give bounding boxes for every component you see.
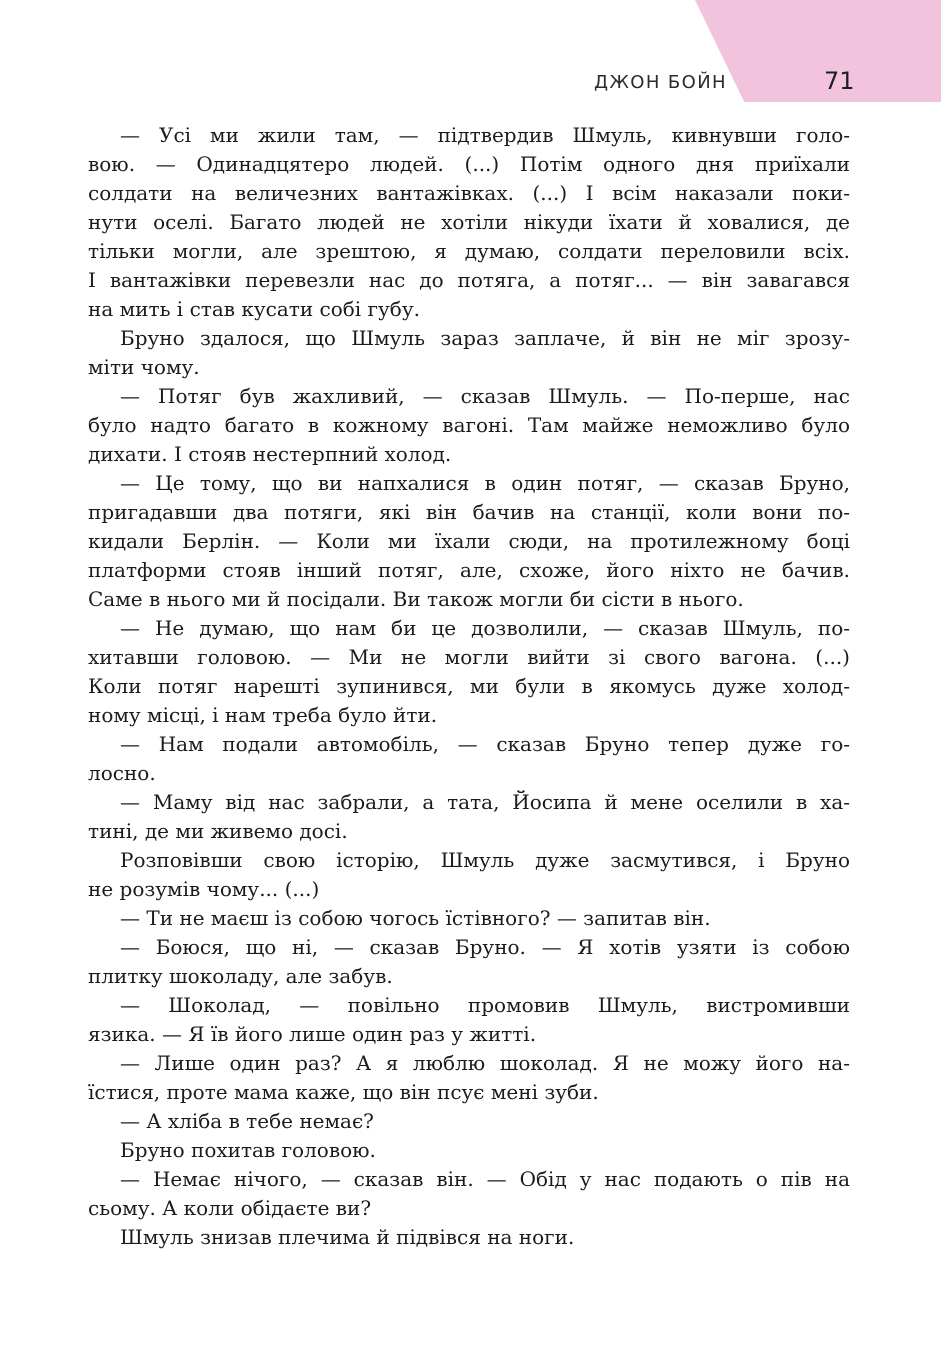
text-line: не розумів чому... (...) xyxy=(88,877,320,901)
text-line: — А хліба в тебе немає? xyxy=(120,1109,374,1133)
paragraph xyxy=(88,933,850,991)
text-line: лосно. xyxy=(88,761,156,785)
text-line: — Потяг був жахливий, — сказав Шмуль. — По-перше, нас xyxy=(120,384,850,408)
text-line: — Нам подали автомобіль, — сказав Бруно тепер дуже го- xyxy=(120,732,850,756)
text-line: нути оселі. Багато людей не хотіли нікуди їхати й ховалися, де xyxy=(88,210,850,234)
paragraph xyxy=(88,904,850,933)
text-line: — Це тому, що ви напхалися в один потяг, — сказав Бруно, xyxy=(120,471,850,495)
paragraph xyxy=(88,1107,850,1136)
text-line: Бруно похитав головою. xyxy=(120,1138,376,1162)
paragraph xyxy=(88,1223,850,1252)
text-line: вою. — Одинадцятеро людей. (...) Потім одного дня приїхали xyxy=(88,152,850,176)
text-line: їстися, проте мама каже, що він псує мені зуби. xyxy=(88,1080,599,1104)
text-line: на мить і став кусати собі губу. xyxy=(88,297,420,321)
running-head: ДЖОН БОЙН xyxy=(594,72,727,93)
text-line: — Боюся, що ні, — сказав Бруно. — Я хотів узяти із собою xyxy=(120,935,850,959)
text-line: тільки могли, але зрештою, я думаю, солдати переловили всіх. xyxy=(88,239,850,263)
paragraph xyxy=(88,469,850,614)
text-line: солдати на величезних вантажівках. (...) І всім наказали поки- xyxy=(88,181,850,205)
text-line: було надто багато в кожному вагоні. Там майже неможливо було xyxy=(88,413,850,437)
text-line: міти чому. xyxy=(88,355,200,379)
text-line: Бруно здалося, що Шмуль зараз заплаче, й він не міг зрозу- xyxy=(120,326,850,350)
page-corner-tab xyxy=(695,0,941,102)
paragraph xyxy=(88,382,850,469)
paragraph xyxy=(88,788,850,846)
text-line: ному місці, і нам треба було йти. xyxy=(88,703,438,727)
text-line: Шмуль знизав плечима й підвівся на ноги. xyxy=(120,1225,575,1249)
text-line: — Ти не маєш із собою чогось їстівного? — запитав він. xyxy=(120,906,711,930)
text-line: — Усі ми жили там, — підтвердив Шмуль, кивнувши голо- xyxy=(120,123,850,147)
text-line: — Не думаю, що нам би це дозволили, — сказав Шмуль, по- xyxy=(120,616,850,640)
text-line: — Шоколад, — повільно промовив Шмуль, вистромивши xyxy=(120,993,850,1017)
paragraph xyxy=(88,324,850,382)
text-line: Розповівши свою історію, Шмуль дуже засмутився, і Бруно xyxy=(120,848,850,872)
text-line: І вантажівки перевезли нас до потяга, а потяг... — він завагався xyxy=(88,268,850,292)
page-number: 71 xyxy=(824,67,855,95)
text-line: платформи стояв інший потяг, але, схоже, його ніхто не бачив. xyxy=(88,558,850,582)
text-line: хитавши головою. — Ми не могли вийти зі свого вагона. (...) xyxy=(88,645,850,669)
text-line: — Немає нічого, — сказав він. — Обід у нас подають о пів на xyxy=(120,1167,850,1191)
text-line: дихати. І стояв нестерпний холод. xyxy=(88,442,452,466)
paragraph xyxy=(88,121,850,324)
text-line: Саме в нього ми й посідали. Ви також могли би сісти в нього. xyxy=(88,587,744,611)
body-text xyxy=(88,121,850,1252)
paragraph xyxy=(88,730,850,788)
text-line: — Маму від нас забрали, а тата, Йосипа й мене оселили в ха- xyxy=(120,790,850,814)
paragraph xyxy=(88,1165,850,1223)
text-line: сьому. А коли обідаєте ви? xyxy=(88,1196,372,1220)
text-line: пригадавши два потяги, які він бачив на станції, коли вони по- xyxy=(88,500,850,524)
paragraph xyxy=(88,991,850,1049)
text-line: язика. — Я їв його лише один раз у житті. xyxy=(88,1022,537,1046)
text-line: Коли потяг нарешті зупинився, ми були в якомусь дуже холод- xyxy=(88,674,850,698)
text-line: плитку шоколаду, але забув. xyxy=(88,964,393,988)
text-line: кидали Берлін. — Коли ми їхали сюди, на протилежному боці xyxy=(88,529,850,553)
text-line: тині, де ми живемо досі. xyxy=(88,819,348,843)
paragraph xyxy=(88,1049,850,1107)
paragraph xyxy=(88,614,850,730)
text-line: — Лише один раз? А я люблю шоколад. Я не можу його на- xyxy=(120,1051,850,1075)
paragraph xyxy=(88,1136,850,1165)
paragraph xyxy=(88,846,850,904)
